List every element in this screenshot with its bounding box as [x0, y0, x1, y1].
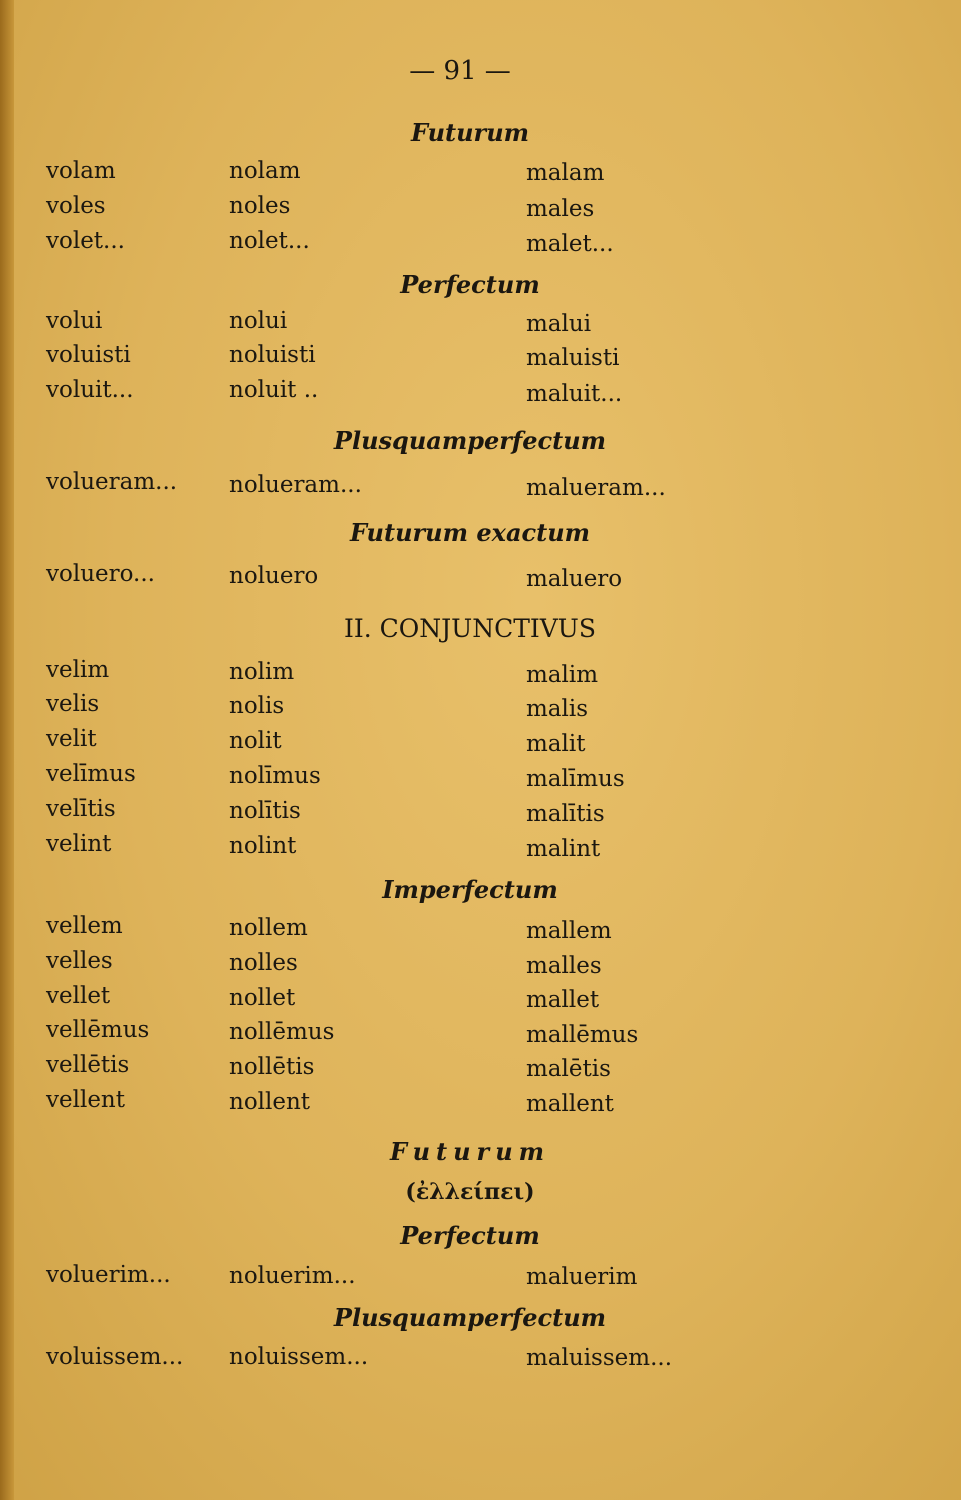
conj-praesens-row-6-velle: velint	[46, 831, 112, 857]
perfectum-row-2-nolle: noluisti	[229, 342, 316, 368]
futurum-exactum-nolle: noluero	[229, 563, 319, 589]
perfectum-row-3-velle: voluit...	[46, 377, 134, 403]
futurum-row-3-velle: volet...	[46, 228, 125, 254]
perfectum-row-1-velle: volui	[46, 308, 103, 334]
futurum-row-1-nolle: nolam	[229, 158, 301, 184]
conj-praesens-row-5-malle: malītis	[526, 801, 605, 827]
conj-imperfectum-row-2-velle: velles	[46, 948, 113, 974]
conj-praesens-row-1-malle: malim	[526, 662, 599, 688]
futurum-row-2-malle: males	[526, 196, 595, 222]
conj-imperfectum-row-1-velle: vellem	[46, 913, 123, 939]
conj-imperfectum-row-1-malle: mallem	[526, 918, 612, 944]
conj-praesens-row-2-malle: malis	[526, 696, 589, 722]
futurum-row-3-malle: malet...	[526, 231, 614, 257]
plusquamperfectum-malle: malueram...	[526, 475, 666, 501]
conj-praesens-row-6-nolle: nolint	[229, 833, 297, 859]
conj-plusquamperfectum-nolle: noluissem...	[229, 1344, 369, 1370]
conj-plusquamperfectum-velle: voluissem...	[46, 1344, 184, 1370]
heading-plusquamperfectum: Plusquamperfectum	[333, 426, 607, 455]
perfectum-row-3-malle: maluit...	[526, 381, 623, 407]
perfectum-row-2-velle: voluisti	[46, 342, 131, 368]
perfectum-row-1-nolle: nolui	[229, 308, 288, 334]
conj-praesens-row-1-nolle: nolim	[229, 659, 295, 685]
heading-plusquamperfectum-conjunctivus: Plusquamperfectum	[333, 1303, 607, 1332]
conj-praesens-row-3-nolle: nolit	[229, 728, 282, 754]
perfectum-row-2-malle: maluisti	[526, 345, 620, 371]
conj-plusquamperfectum-malle: maluissem...	[526, 1345, 673, 1371]
perfectum-row-3-nolle: noluit ..	[229, 377, 319, 403]
heading-futurum-exactum: Futurum exactum	[349, 518, 591, 547]
note-ellipei: (ἐλλείπει)	[405, 1179, 535, 1205]
conj-imperfectum-row-2-malle: malles	[526, 953, 602, 979]
heading-perfectum: Perfectum	[400, 270, 540, 299]
conj-praesens-row-1-velle: velim	[46, 657, 110, 683]
page-spine-edge	[0, 0, 14, 1500]
conj-imperfectum-row-5-velle: vellētis	[46, 1052, 130, 1078]
conj-imperfectum-row-1-nolle: nollem	[229, 915, 308, 941]
page-number: — 91 —	[409, 56, 511, 86]
conj-imperfectum-row-6-malle: mallent	[526, 1091, 614, 1117]
plusquamperfectum-velle: volueram...	[46, 469, 178, 495]
conj-imperfectum-row-3-velle: vellet	[46, 983, 111, 1009]
heading-conjunctivus: II. CONJUNCTIVUS	[343, 614, 597, 643]
conj-imperfectum-row-5-malle: malētis	[526, 1056, 611, 1082]
conj-imperfectum-row-2-nolle: nolles	[229, 950, 298, 976]
heading-imperfectum: Imperfectum	[382, 875, 558, 904]
futurum-row-1-velle: volam	[46, 158, 116, 184]
futurum-row-2-nolle: noles	[229, 193, 291, 219]
heading-perfectum-conjunctivus: Perfectum	[400, 1221, 540, 1250]
conj-praesens-row-3-malle: malit	[526, 731, 586, 757]
conj-praesens-row-4-malle: malīmus	[526, 766, 625, 792]
conj-imperfectum-row-6-nolle: nollent	[229, 1089, 311, 1115]
conj-imperfectum-row-4-velle: vellēmus	[46, 1017, 150, 1043]
futurum-row-1-malle: malam	[526, 160, 605, 186]
conj-praesens-row-4-nolle: nolīmus	[229, 763, 321, 789]
plusquamperfectum-nolle: nolueram...	[229, 472, 362, 498]
heading-futurum: Futurum	[410, 118, 530, 147]
conj-imperfectum-row-4-nolle: nollēmus	[229, 1019, 335, 1045]
futurum-exactum-velle: voluero...	[46, 561, 155, 587]
conj-perfectum-malle: maluerim	[526, 1264, 638, 1290]
conj-imperfectum-row-5-nolle: nollētis	[229, 1054, 315, 1080]
conj-imperfectum-row-6-velle: vellent	[46, 1087, 125, 1113]
futurum-exactum-malle: maluero	[526, 566, 623, 592]
conj-praesens-row-5-velle: velītis	[46, 796, 116, 822]
conj-praesens-row-6-malle: malint	[526, 836, 601, 862]
conj-imperfectum-row-4-malle: mallēmus	[526, 1022, 639, 1048]
conj-praesens-row-3-velle: velit	[46, 726, 97, 752]
conj-imperfectum-row-3-nolle: nollet	[229, 985, 296, 1011]
conj-imperfectum-row-3-malle: mallet	[526, 987, 600, 1013]
conj-praesens-row-2-nolle: nolis	[229, 693, 285, 719]
futurum-row-3-nolle: nolet...	[229, 228, 310, 254]
conj-praesens-row-4-velle: velīmus	[46, 761, 136, 787]
conj-perfectum-velle: voluerim...	[46, 1262, 171, 1288]
perfectum-row-1-malle: malui	[526, 311, 592, 337]
conj-perfectum-nolle: noluerim...	[229, 1263, 356, 1289]
futurum-row-2-velle: voles	[46, 193, 106, 219]
heading-futurum-conjunctivus: Futurum	[389, 1137, 551, 1166]
conj-praesens-row-5-nolle: nolītis	[229, 798, 301, 824]
conj-praesens-row-2-velle: velis	[46, 691, 100, 717]
